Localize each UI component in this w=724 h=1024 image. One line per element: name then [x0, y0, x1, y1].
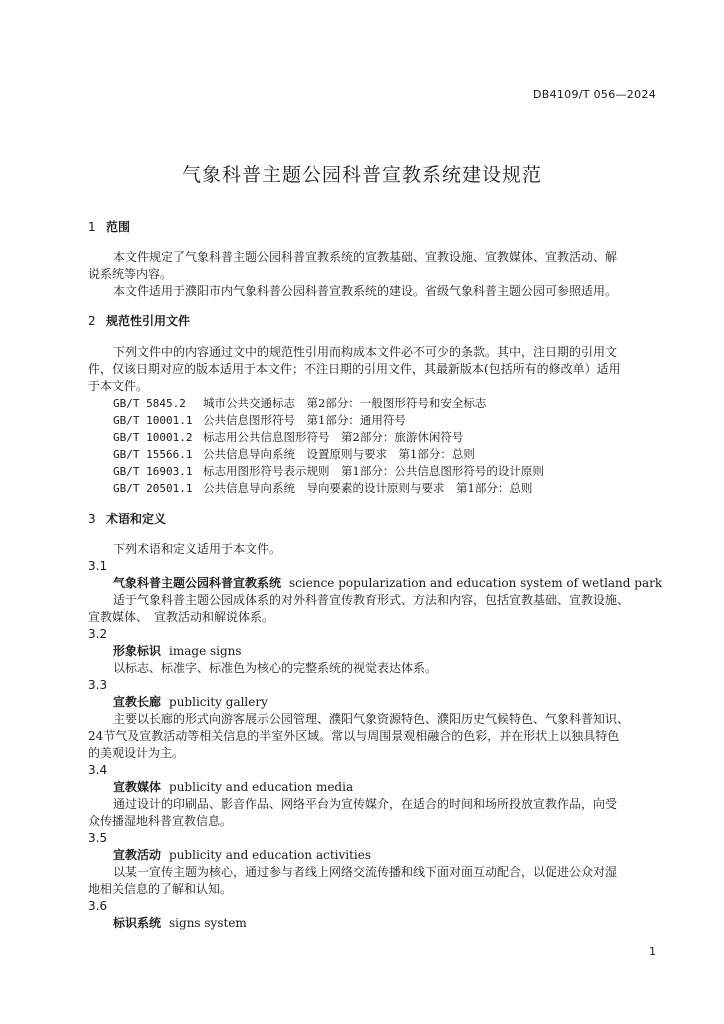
section-1-heading	[88, 218, 130, 236]
definition-line: 以某一宣传主题为核心，通过参与者线上网络交流传播和线下面对面互动配合，以促进公众对湿	[113, 865, 618, 879]
section-number: 1	[88, 220, 96, 234]
term-english: publicity gallery	[169, 695, 268, 709]
section-2-heading	[88, 312, 190, 330]
term-chinese: 形象标识	[113, 644, 162, 658]
document-title: 气象科普主题公园科普宣教系统建设规范	[181, 164, 542, 186]
section-title: 范围	[106, 220, 131, 234]
term-chinese: 标识系统	[113, 916, 162, 930]
reference-title: 公共信息导向系统 导向要素的设计原则与要求 第1部分：总则	[203, 481, 533, 495]
term-number: 3.2	[88, 627, 108, 641]
term-chinese: 气象科普主题公园科普宣教系统	[113, 576, 282, 590]
section-number: 3	[88, 512, 96, 526]
paragraph-line: 本文件适用于濮阳市内气象科普公园科普宣教系统的建设。省级气象科普主题公园可参照适用。	[113, 284, 618, 298]
page-number: 1	[649, 945, 656, 958]
term-number: 3.1	[88, 559, 108, 573]
term-entry	[113, 846, 371, 864]
definition-line: 的美观设计为主。	[88, 746, 185, 760]
definition-line: 以标志、标准字、标准色为核心的完整系统的视觉表达体系。	[113, 661, 438, 675]
reference-code: GB/T 10001.2	[113, 431, 193, 444]
reference-code: GB/T 20501.1	[113, 482, 193, 495]
section-title: 规范性引用文件	[106, 314, 191, 328]
section-3-heading	[88, 510, 166, 528]
paragraph-line: 下列文件中的内容通过文中的规范性引用而构成本文件必不可少的条款。其中，注日期的引用文	[113, 345, 618, 359]
definition-line: 通过设计的印刷品、影音作品、网络平台为宣传媒介，在适合的时间和场所投放宣教作品，向受	[113, 797, 618, 811]
term-entry	[113, 693, 268, 711]
section-title: 术语和定义	[106, 512, 167, 526]
term-entry	[113, 642, 242, 660]
term-english: science popularization and education system of wetland park	[289, 576, 663, 590]
definition-line: 宣教媒体、 宣教活动和解说体系。	[88, 610, 275, 624]
definition-line: 24节气及宣教活动等相关信息的半室外区域。常以与周围景观相融合的色彩，并在形状上以独具特色	[88, 729, 620, 743]
term-chinese: 宣教长廊	[113, 695, 162, 709]
reference-title: 公共信息导向系统 设置原则与要求 第1部分：总则	[203, 447, 475, 461]
term-chinese: 宣教媒体	[113, 780, 162, 794]
term-english: publicity and education activities	[169, 848, 372, 862]
reference-code: GB/T 5845.2	[113, 397, 186, 410]
reference-code: GB/T 10001.1	[113, 414, 193, 427]
term-number: 3.3	[88, 678, 108, 692]
reference-title: 标志用图形符号表示规则 第1部分：公共信息图形符号的设计原则	[203, 464, 544, 478]
term-entry	[113, 574, 662, 592]
term-entry	[113, 778, 353, 796]
reference-code: GB/T 16903.1	[113, 465, 193, 478]
term-number: 3.4	[88, 763, 108, 777]
term-english: signs system	[169, 916, 247, 930]
paragraph-line: 本文件规定了气象科普主题公园科普宣教系统的宣教基础、宣教设施、宣教媒体、宣教活动、解	[113, 250, 618, 264]
definition-line: 适于气象科普主题公园成体系的对外科普宣传教育形式、方法和内容，包括宣教基础、宣教设施、	[113, 593, 630, 607]
reference-title: 公共信息图形符号 第1部分：通用符号	[203, 413, 406, 427]
term-entry	[113, 914, 247, 932]
term-english: image signs	[169, 644, 242, 658]
definition-line: 众传播湿地科普宣教信息。	[88, 814, 233, 828]
reference-title: 城市公共交通标志 第2部分：一般图形符号和安全标志	[203, 396, 487, 410]
term-english: publicity and education media	[169, 780, 354, 794]
term-chinese: 宣教活动	[113, 848, 162, 862]
term-number: 3.6	[88, 899, 108, 913]
reference-code: GB/T 15566.1	[113, 448, 193, 461]
paragraph-line: 件，仅该日期对应的版本适用于本文件；不注日期的引用文件，其最新版本(包括所有的修改单）适用	[88, 362, 621, 376]
paragraph-line: 说系统等内容。	[88, 267, 173, 281]
section-number: 2	[88, 314, 96, 328]
paragraph-line: 于本文件。	[88, 379, 149, 393]
document-code: DB4109/T 056—2024	[532, 88, 656, 101]
definition-line: 地相关信息的了解和认知。	[88, 882, 233, 896]
paragraph-line: 下列术语和定义适用于本文件。	[113, 542, 282, 556]
reference-item	[113, 479, 532, 498]
definition-line: 主要以长廊的形式向游客展示公园管理、濮阳气象资源特色、濮阳历史气候特色、气象科普知识、	[113, 712, 630, 726]
term-number: 3.5	[88, 831, 108, 845]
reference-title: 标志用公共信息图形符号 第2部分：旅游休闲符号	[203, 430, 464, 444]
